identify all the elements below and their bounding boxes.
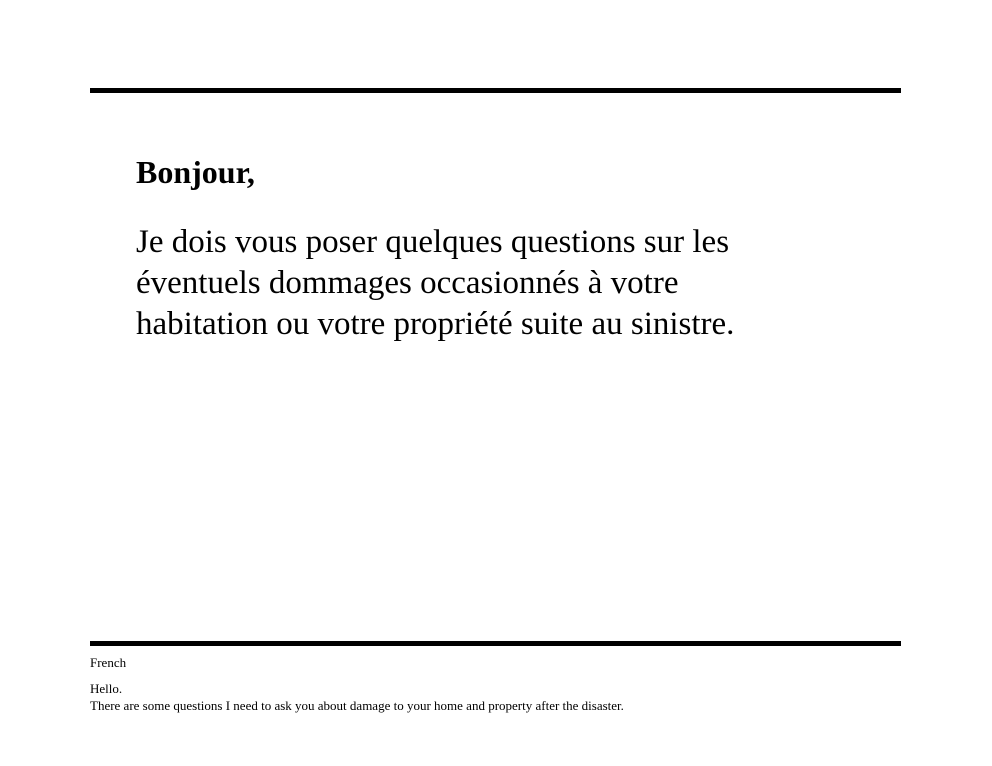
message-line: éventuels dommages occasionnés à votre [136, 265, 679, 301]
bottom-divider [90, 641, 901, 646]
translation-line: There are some questions I need to ask you about damage to your home and property after the disaster. [90, 698, 624, 713]
message-line: Je dois vous poser quelques questions sur les [136, 224, 730, 260]
english-translation [90, 680, 624, 714]
greeting-heading: Bonjour, [136, 154, 255, 190]
language-label: French [90, 655, 127, 670]
translation-line: Hello. [90, 681, 123, 696]
message-line: habitation ou votre propriété suite au sinistre. [136, 306, 735, 342]
top-divider [90, 88, 901, 93]
message-paragraph [136, 222, 896, 345]
